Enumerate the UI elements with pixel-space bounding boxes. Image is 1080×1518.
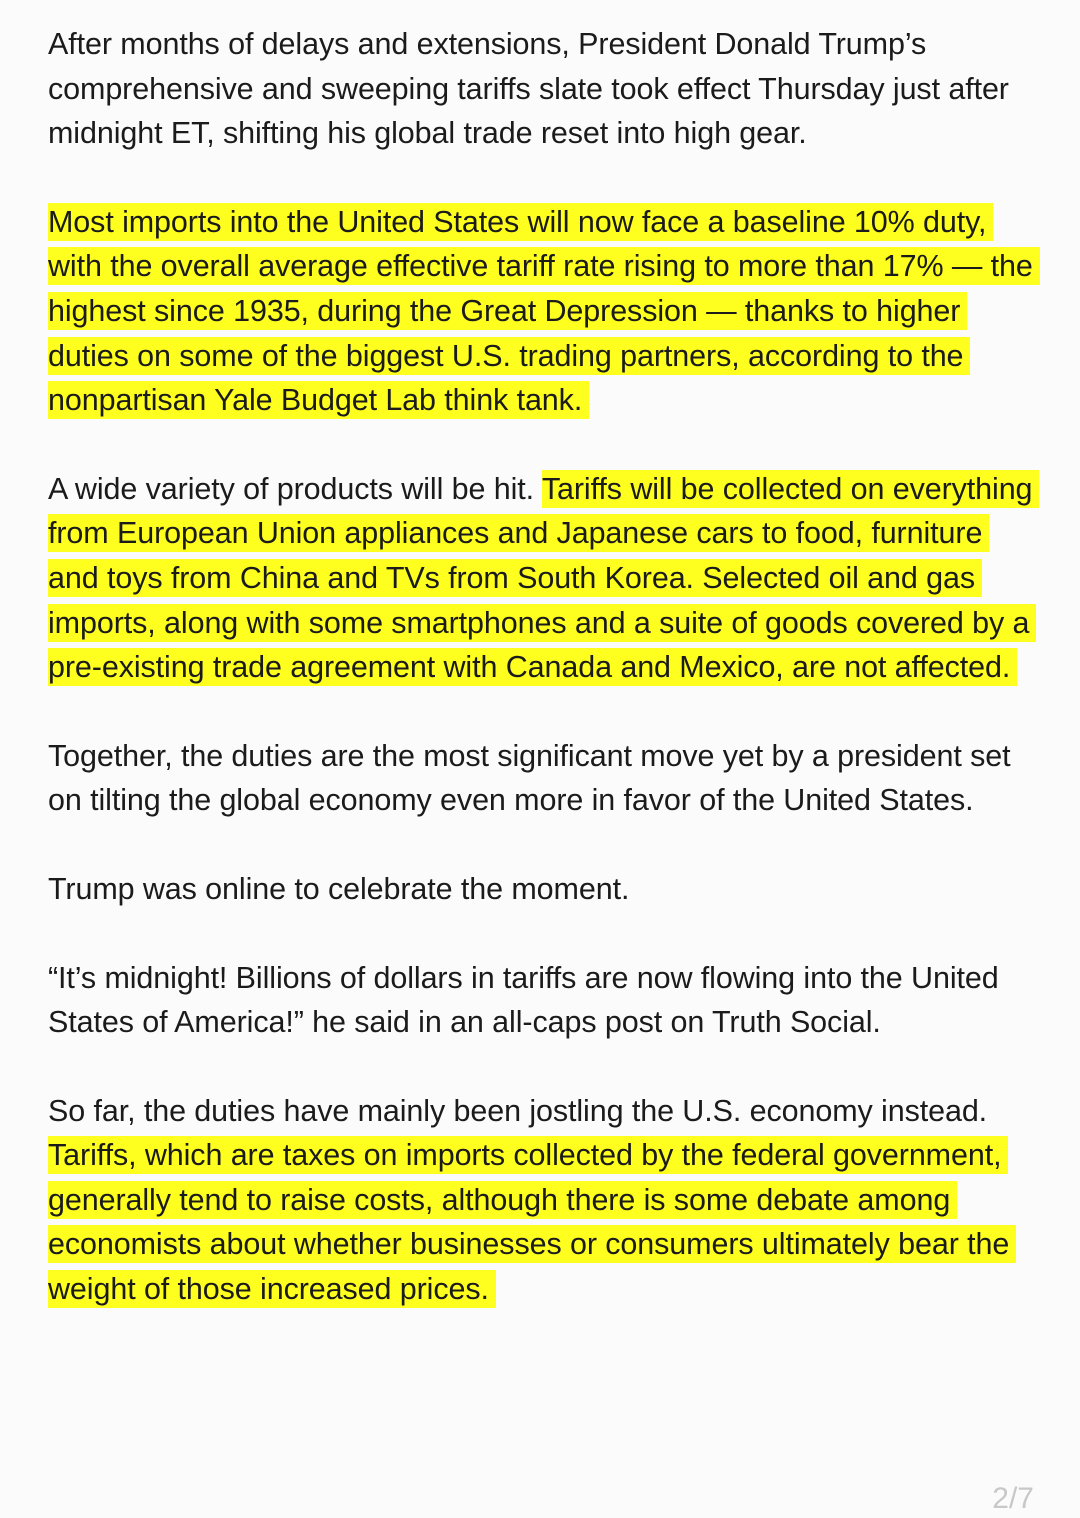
paragraph-1[interactable] [48, 22, 1038, 156]
paragraph-text: So far, the duties have mainly been jostling the U.S. economy instead. [48, 1093, 988, 1128]
paragraph-4[interactable] [48, 734, 1038, 823]
paragraph-text: Trump was online to celebrate the moment. [48, 871, 630, 906]
page-indicator: 2/7 [992, 1482, 1034, 1515]
paragraph-text: A wide variety of products will be hit. [48, 471, 542, 506]
paragraph-text: Together, the duties are the most significant move yet by a president set on tilting the global economy even more in favor of the United States. [48, 738, 1011, 818]
paragraph-5[interactable] [48, 867, 1038, 912]
paragraph-text: “It’s midnight! Billions of dollars in tariffs are now flowing into the United States of America!” he said in an all-caps post on Truth Social. [48, 960, 999, 1040]
paragraph-7[interactable] [48, 1089, 1038, 1312]
paragraph-3[interactable] [48, 467, 1038, 690]
highlighted-text: Tariffs will be collected on everything from European Union appliances and Japanese cars to food, furniture and toys from China and TVs from South Korea. Selected oil and gas imports, along with some smartphones and a suite of goods covered by a pre-existing trade agreement with Canada and Mexico, are not affected. [48, 470, 1039, 686]
paragraph-2[interactable] [48, 200, 1038, 423]
highlighted-text: Tariffs, which are taxes on imports collected by the federal government, generally tend to raise costs, although there is some debate among economists about whether businesses or consumers ultimately bear the weight of those increased prices. [48, 1136, 1016, 1308]
article-body [48, 22, 1038, 1356]
highlighted-text: Most imports into the United States will now face a baseline 10% duty, with the overall average effective tariff rate rising to more than 17% — the highest since 1935, during the Great Depression — thanks to higher duties on some of the biggest U.S. trading partners, according to the nonpartisan Yale Budget Lab think tank. [48, 203, 1040, 419]
paragraph-6[interactable] [48, 956, 1038, 1045]
paragraph-text: After months of delays and extensions, President Donald Trump’s comprehensive and sweeping tariffs slate took effect Thursday just after midnight ET, shifting his global trade reset into high gear. [48, 27, 1009, 151]
